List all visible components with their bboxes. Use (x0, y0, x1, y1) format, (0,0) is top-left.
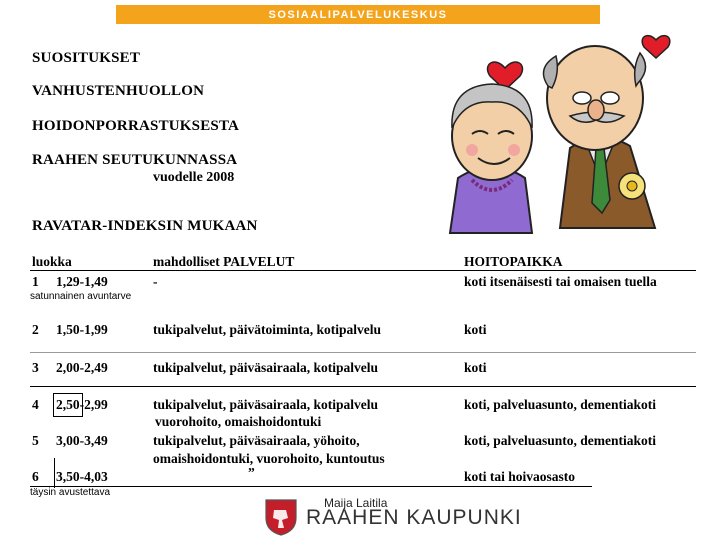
row-1-number: 1 (32, 274, 39, 289)
row-1-place: koti itsenäisesti tai omaisen tuella (464, 274, 657, 289)
table-bottom-line (30, 486, 592, 487)
row-4-services-line-1: tukipalvelut, päiväsairaala, kotipalvelu (153, 397, 379, 412)
range-column-rule (54, 458, 55, 488)
row-1-note: satunnainen avuntarve (30, 291, 132, 302)
header-services: mahdolliset PALVELUT (153, 254, 295, 269)
row-3-number: 3 (32, 360, 39, 375)
row-2-number: 2 (32, 322, 39, 337)
row-3-divider (30, 386, 696, 387)
row-6-note: täysin avustettava (30, 487, 111, 498)
year-subtitle: vuodelle 2008 (153, 170, 235, 185)
row-3-place: koti (464, 360, 487, 375)
raahe-coat-of-arms-icon (264, 498, 298, 541)
title-line-1: SUOSITUKSET (32, 50, 141, 66)
row-2-services: tukipalvelut, päivätoiminta, kotipalvelu (153, 322, 382, 337)
row-6-range: 3,50-4,03 (56, 469, 108, 484)
elderly-couple-with-hearts-illustration (410, 28, 680, 245)
row-2-place: koti (464, 322, 487, 337)
city-name: RAAHEN KAUPUNKI (306, 506, 522, 529)
row-6-services-ditto: ” (248, 465, 255, 480)
row-6-place: koti tai hoivaosasto (464, 469, 576, 484)
title-line-3: HOIDONPORRASTUKSESTA (32, 118, 240, 134)
row-6-number: 6 (32, 469, 39, 484)
row-4-range: 2,50-2,99 (56, 397, 108, 412)
row-5-services-line-2: omaishoidontuki, vuorohoito, kuntoutus (153, 451, 385, 466)
header-class: luokka (32, 254, 72, 269)
row-4-place: koti, palveluasunto, dementiakoti (464, 397, 657, 412)
row-2-divider (30, 352, 696, 353)
author-name: Maija Laitila (324, 496, 388, 510)
row-4-number: 4 (32, 397, 39, 412)
row-1-range: 1,29-1,49 (56, 274, 108, 289)
row-4-services-line-2: vuorohoito, omaishoidontuki (155, 414, 322, 429)
row-1-services: - (153, 274, 158, 289)
row-3-range: 2,00-2,49 (56, 360, 108, 375)
title-line-4: RAAHEN SEUTUKUNNASSA (32, 152, 238, 168)
row-5-services-line-1: tukipalvelut, päiväsairaala, yöhoito, (153, 433, 360, 448)
row-5-place: koti, palveluasunto, dementiakoti (464, 433, 657, 448)
row-2-range: 1,50-1,99 (56, 322, 108, 337)
index-heading: RAVATAR-INDEKSIN MUKAAN (32, 218, 258, 234)
header-banner: SOSIAALIPALVELUKESKUS (116, 5, 600, 24)
header-divider (30, 270, 696, 271)
row-3-services: tukipalvelut, päiväsairaala, kotipalvelu (153, 360, 379, 375)
header-place: HOITOPAIKKA (464, 254, 563, 269)
row-4-range-box (53, 393, 83, 417)
row-5-range: 3,00-3,49 (56, 433, 108, 448)
row-5-number: 5 (32, 433, 39, 448)
title-line-2: VANHUSTENHUOLLON (32, 83, 205, 99)
